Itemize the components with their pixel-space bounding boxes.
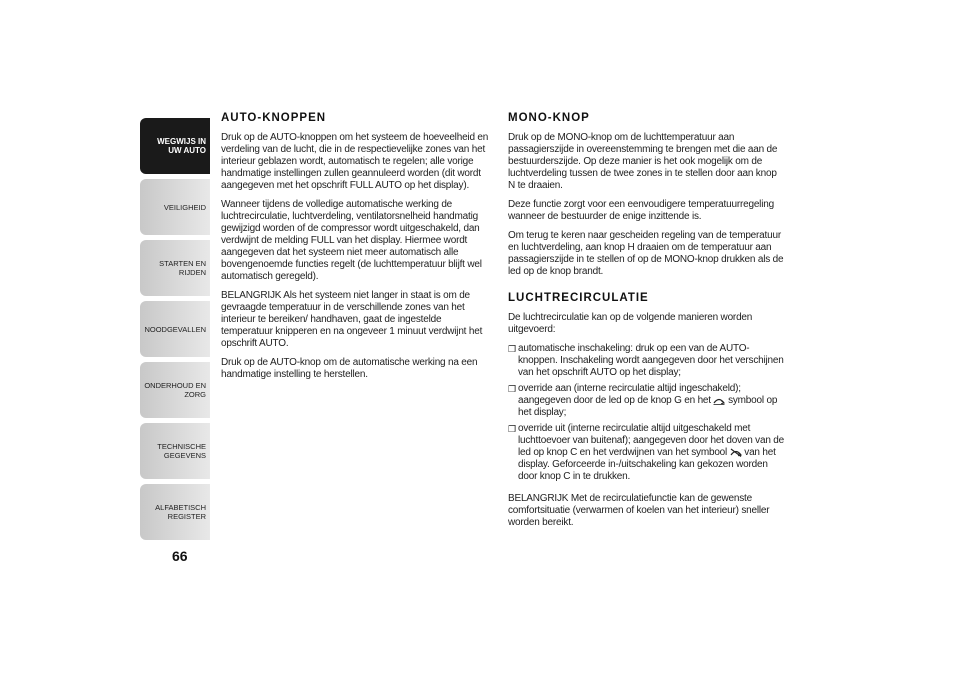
paragraph: Om terug te keren naar gescheiden regeling van de temperatuur en luchtverdeling, aan knop H draaien om de temperatuur aan passagierszijde in te stellen of op de MONO-knop drukken als de led op de knop brandt. — [508, 230, 784, 277]
tab-label: VEILIGHEID — [163, 202, 206, 212]
tab-noodgevallen[interactable] — [140, 301, 210, 357]
page-number: 66 — [172, 548, 188, 564]
tab-label: WEGWIJS IN UW AUTO — [157, 137, 206, 155]
recirculation-list — [508, 343, 784, 483]
list-item-text: symbool op het display; — [518, 395, 778, 418]
list-item — [508, 423, 784, 483]
paragraph: BELANGRIJK Met de recirculatiefunctie kan de gewenste comfortsituatie (verwarmen of koelen van het interieur) sneller worden bereikt. — [508, 493, 770, 528]
tab-onderhoud-en-zorg[interactable] — [140, 362, 210, 418]
checkbox-bullet-icon: ❒ — [508, 424, 516, 434]
recirculation-off-symbol-icon — [730, 448, 742, 457]
tab-technische-gegevens[interactable] — [140, 423, 210, 479]
tab-starten-en-rijden[interactable] — [140, 240, 210, 296]
checkbox-bullet-icon: ❒ — [508, 384, 516, 394]
tab-label: ALFABETISCH REGISTER — [155, 503, 206, 521]
tab-label: TECHNISCHE GEGEVENS — [157, 442, 206, 460]
paragraph: Druk op de MONO-knop om de luchttemperatuur aan passagierszijde in overeenstemming te brengen met die aan de bestuurderszijde. Op deze manier is het ook mogelijk om de luchtverdeling tussen de twee zones in te stellen door aan knop N te draaien. — [508, 132, 778, 191]
tab-label: STARTEN EN RIJDEN — [159, 259, 206, 277]
tab-label: ONDERHOUD EN ZORG — [144, 381, 206, 399]
tab-wegwijs-in-uw-auto[interactable] — [140, 118, 210, 174]
tab-veiligheid[interactable] — [140, 179, 210, 235]
tab-alfabetisch-register[interactable] — [140, 484, 210, 540]
list-item-text: override uit (interne recirculatie altijd uitgeschakeld met luchttoevoer van buitenaf); aangegeven door het doven van de led op knop C en het verdwijnen van het symbool — [518, 423, 784, 458]
recirculation-symbol-icon — [713, 396, 725, 405]
chapter-sidebar — [140, 118, 210, 545]
paragraph: Druk op de AUTO-knoppen om het systeem de hoeveelheid en verdeling van de lucht, die in de respectievelijke zones van het interieur geblazen wordt, automatisch te regelen; alle vorige handmatige instellingen zullen geannuleerd worden (dit wordt aangegeven met het opschrift FULL AUTO op het display). — [221, 132, 489, 191]
list-item — [508, 343, 784, 379]
right-column — [508, 112, 784, 536]
section-heading-mono-knop: MONO-KNOP — [508, 112, 590, 124]
section-heading-auto-knoppen: AUTO-KNOPPEN — [221, 112, 327, 124]
paragraph: De luchtrecirculatie kan op de volgende manieren worden uitgevoerd: — [508, 312, 753, 335]
paragraph: Deze functie zorgt voor een eenvoudigere temperatuurregeling wanneer de bestuurder de enige inzittende is. — [508, 199, 774, 222]
paragraph: Wanneer tijdens de volledige automatische werking de luchtrecirculatie, luchtverdeling, ventilatorsnelheid handmatig gewijzigd worden of de compressor wordt uitgeschakeld, dan verdwijnt de melding FULL van het display. Hiermee wordt aangegeven dat het systeem niet meer automatisch alle bovengenoemde functies regelt (de luchttemperatuur blijft wel automatisch geregeld). — [221, 199, 482, 282]
list-item-text: van het display. Geforceerde in-/uitschakeling kan gekozen worden door knop C in te drukken. — [518, 447, 776, 482]
list-item — [508, 383, 784, 419]
section-heading-luchtrecirculatie: LUCHTRECIRCULATIE — [508, 292, 649, 304]
list-item-text: override aan (interne recirculatie altijd ingeschakeld); aangegeven door de led op de knop G en het — [518, 383, 741, 406]
checkbox-bullet-icon: ❒ — [508, 344, 516, 354]
left-column — [221, 112, 493, 388]
tab-label: NOODGEVALLEN — [144, 324, 206, 334]
paragraph: BELANGRIJK Als het systeem niet langer in staat is om de gevraagde temperatuur in de verschillende zones van het interieur te bereiken/ handhaven, gaat de ingestelde temperatuur knipperen en na ongeveer 1 minuut verdwijnt het opschrift AUTO. — [221, 290, 483, 349]
list-item-text: automatische inschakeling: druk op een van de AUTO-knoppen. Inschakeling wordt aangegeven door het verschijnen van het opschrift AUTO op het display; — [518, 343, 784, 378]
paragraph: Druk op de AUTO-knop om de automatische werking na een handmatige instelling te herstellen. — [221, 357, 478, 380]
